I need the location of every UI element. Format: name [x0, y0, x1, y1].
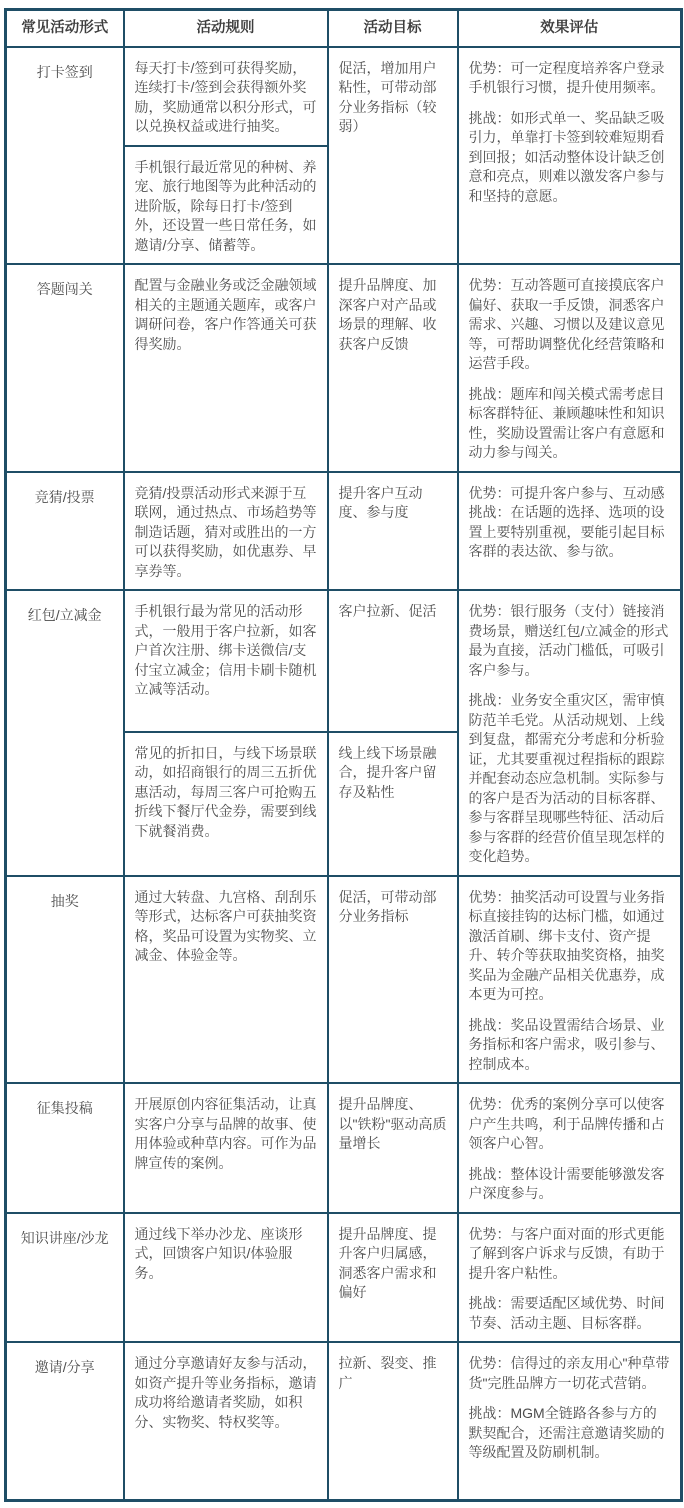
evaluation-cell	[458, 47, 682, 265]
row-ugc-collection	[6, 1083, 682, 1213]
challenge-text: 挑战：业务安全重灾区，需审慎防范羊毛党。从活动规划、上线到复盘，都需充分考虑和分析验证，尤其要重视过程指标的跟踪并配套动态应急机制。实际参与的客户是否为活动的目标客群、参与客群呈现哪些特征、活动后参与客群的经营价值呈现怎样的变化趋势。	[468, 692, 665, 864]
header-rules: 活动规则	[124, 10, 328, 47]
header-evaluation: 效果评估	[458, 10, 682, 47]
evaluation-cell	[458, 1083, 682, 1213]
form-cell: 抽奖	[6, 876, 124, 1084]
goal-cell: 提升客户互动度、参与度	[328, 472, 458, 591]
challenge-text: 挑战：奖品设置需结合场景、业务指标和客户需求，吸引参与、控制成本。	[468, 1016, 665, 1072]
activity-forms-table	[4, 8, 683, 1502]
form-cell: 红包/立减金	[6, 590, 124, 876]
rules-cell: 手机银行最为常见的活动形式，一般用于客户拉新，如客户首次注册、绑卡送微信/支付宝立减金；信用卡刷卡随机立减等活动。	[124, 590, 328, 732]
row-quiz	[6, 264, 682, 472]
goal-cell: 促活，增加用户粘性，可带动部分业务指标（较弱）	[328, 47, 458, 265]
evaluation-cell	[458, 1342, 682, 1500]
goal-cell: 提升品牌度、提升客户归属感，洞悉客户需求和偏好	[328, 1213, 458, 1343]
challenge-text: 挑战：如形式单一、奖品缺乏吸引力，单靠打卡签到较难短期看到回报；如活动整体设计缺乏创意和亮点，则难以激发客户参与和坚持的意愿。	[468, 109, 665, 204]
row-invite-share	[6, 1342, 682, 1500]
form-cell: 答题闯关	[6, 264, 124, 472]
rules-cell: 通过大转盘、九宫格、刮刮乐等形式，达标客户可获抽奖资格，奖品可设置为实物奖、立减金、体验金等。	[124, 876, 328, 1084]
advantage-text: 优势：抽奖活动可设置与业务指标直接挂钩的达标门槛，如通过激活首刷、绑卡支付、资产提升、转介等获取抽奖资格，抽奖奖品为金融产品相关优惠券，成本更为可控。	[468, 888, 665, 1002]
form-cell: 邀请/分享	[6, 1342, 124, 1500]
advantage-text: 优势：互动答题可直接摸底客户偏好、获取一手反馈，洞悉客户需求、兴趣、习惯以及建议意见等，可帮助调整优化经营策略和运营手段。	[468, 277, 665, 371]
rules-cell: 通过线下举办沙龙、座谈形式，回馈客户知识/体验服务。	[124, 1213, 328, 1343]
evaluation-cell	[458, 472, 682, 591]
evaluation-cell	[458, 876, 682, 1084]
advantage-text: 优势：可提升客户参与、互动感	[468, 484, 665, 501]
row-lecture-salon	[6, 1213, 682, 1343]
header-goal: 活动目标	[328, 10, 458, 47]
challenge-text: 挑战：整体设计需要能够激发客户深度参与。	[468, 1165, 665, 1201]
challenge-text: 挑战：在话题的选择、选项的设置上要特别重视，要能引起目标客群的表达欲、参与欲。	[468, 504, 665, 559]
rules-cell: 每天打卡/签到可获得奖励，连续打卡/签到会获得额外奖励，奖励通常以积分形式，可以兑换权益或进行抽奖。	[124, 47, 328, 146]
header-row	[6, 10, 682, 47]
goal-cell: 拉新、裂变、推广	[328, 1342, 458, 1500]
challenge-text: 挑战：MGM全链路各参与方的默契配合，还需注意邀请奖励的等级配置及防刷机制。	[468, 1405, 665, 1460]
goal-cell: 线上线下场景融合，提升客户留存及粘性	[328, 732, 458, 876]
goal-cell: 客户拉新、促活	[328, 590, 458, 732]
rules-cell: 通过分享邀请好友参与活动，如资产提升等业务指标，邀请成功将给邀请者奖励，如积分、实物奖、特权奖等。	[124, 1342, 328, 1500]
row-red-packet	[6, 590, 682, 732]
rules-cell: 常见的折扣日，与线下场景联动，如招商银行的周三五折优惠活动，每周三客户可抢购五折线下餐厅代金券，需要到线下就餐消费。	[124, 732, 328, 876]
advantage-text: 优势：银行服务（支付）链接消费场景，赠送红包/立减金的形式最为直接，活动门槛低，可吸引客户参与。	[468, 603, 669, 678]
evaluation-cell	[458, 1213, 682, 1343]
row-lottery	[6, 876, 682, 1084]
form-cell: 征集投稿	[6, 1083, 124, 1213]
goal-cell: 提升品牌度、加深客户对产品或场景的理解、收获客户反馈	[328, 264, 458, 472]
header-form: 常见活动形式	[6, 10, 124, 47]
form-cell: 打卡签到	[6, 47, 124, 265]
rules-cell: 开展原创内容征集活动，让真实客户分享与品牌的故事、使用体验或种草内容。可作为品牌宣传的案例。	[124, 1083, 328, 1213]
advantage-text: 优势：信得过的亲友用心"种草带货"完胜品牌方一切花式营销。	[468, 1355, 670, 1391]
challenge-text: 挑战：需要适配区域优势、时间节奏、活动主题、目标客群。	[468, 1295, 665, 1331]
evaluation-cell	[458, 590, 682, 876]
rules-cell: 配置与金融业务或泛金融领域相关的主题通关题库，或客户调研问卷，客户作答通关可获得奖励。	[124, 264, 328, 472]
row-vote	[6, 472, 682, 591]
form-cell: 知识讲座/沙龙	[6, 1213, 124, 1343]
form-cell: 竞猜/投票	[6, 472, 124, 591]
goal-cell: 促活，可带动部分业务指标	[328, 876, 458, 1084]
rules-cell: 手机银行最近常见的种树、养宠、旅行地图等为此种活动的进阶版，除每日打卡/签到外，还设置一些日常任务，如邀请/分享、储蓄等。	[124, 146, 328, 265]
row-check-in	[6, 47, 682, 146]
advantage-text: 优势：可一定程度培养客户登录手机银行习惯，提升使用频率。	[468, 59, 665, 95]
evaluation-cell	[458, 264, 682, 472]
challenge-text: 挑战：题库和闯关模式需考虑目标客群特征、兼顾趣味性和知识性，奖励设置需让客户有意愿和动力参与闯关。	[468, 385, 665, 460]
goal-cell: 提升品牌度、以"铁粉"驱动高质量增长	[328, 1083, 458, 1213]
advantage-text: 优势：优秀的案例分享可以使客户产生共鸣，利于品牌传播和占领客户心智。	[468, 1096, 665, 1151]
advantage-text: 优势：与客户面对面的形式更能了解到客户诉求与反馈，有助于提升客户粘性。	[468, 1225, 665, 1281]
rules-cell: 竞猜/投票活动形式来源于互联网，通过热点、市场趋势等制造话题，猜对或胜出的一方可以获得奖励，如优惠券、早享券等。	[124, 472, 328, 591]
